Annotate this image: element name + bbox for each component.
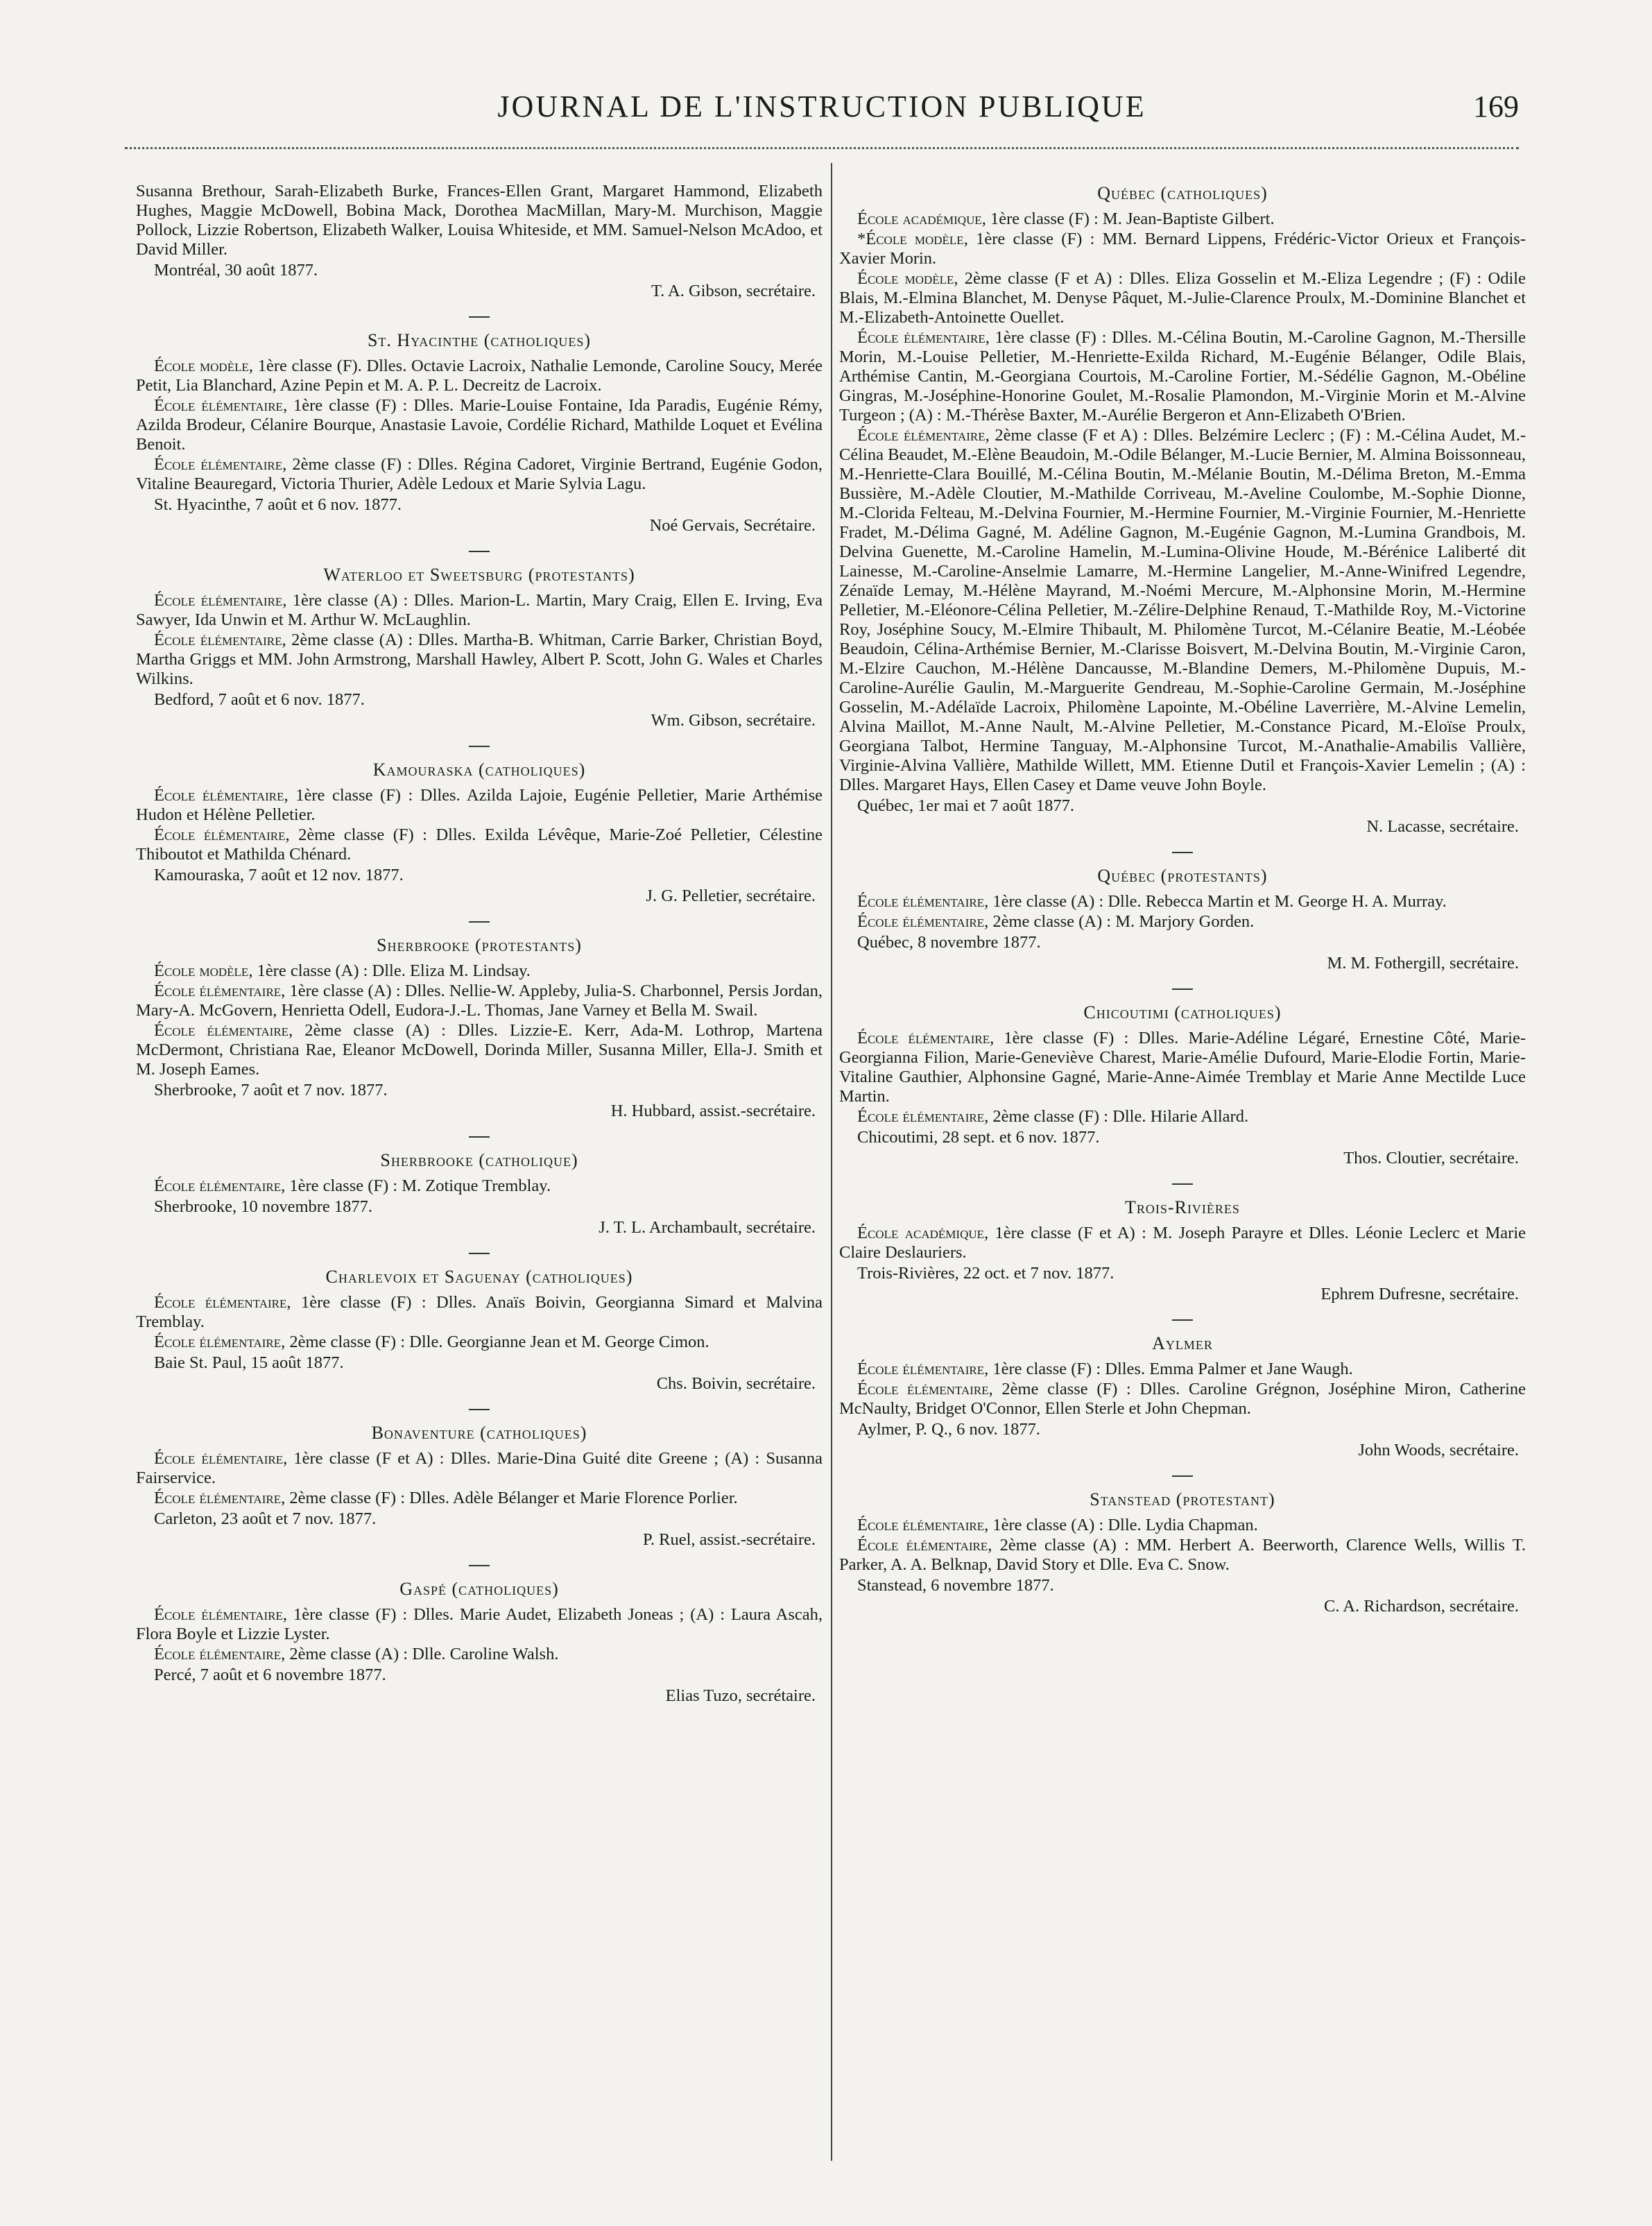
school-type-label: École élémentaire [154, 825, 286, 844]
school-type-label: École élémentaire [857, 1516, 985, 1534]
section-heading: Québec (protestants) [1097, 866, 1268, 886]
paragraph: École élémentaire, 2ème classe (F) : Dlle. Hilarie Allard. [857, 1107, 1249, 1126]
paragraph: École élémentaire, 2ème classe (A) : Dlles. Martha-B. Whitman, Carrie Barker, Christian Boyd, Martha Griggs et MM. John Armstrong, Marshall Hawley, Albert P. Scott, John G. Wales et Charles Wilkins. [136, 631, 823, 688]
place-date: Bedford, 7 août et 6 nov. 1877. [154, 690, 365, 709]
section-separator [469, 1409, 490, 1410]
school-type-label: École élémentaire [154, 1021, 289, 1040]
section-separator [469, 746, 490, 747]
header-rule [125, 147, 1519, 149]
paragraph: École élémentaire, 1ère classe (F) : Dlles. Azilda Lajoie, Eugénie Pelletier, Marie Arthémise Hudon et Hélène Pelletier. [136, 786, 823, 824]
paragraph: École élémentaire, 2ème classe (A) : M. Marjory Gorden. [857, 912, 1255, 931]
school-type-label: École élémentaire [154, 786, 284, 805]
section [839, 866, 1526, 973]
paragraph: École modèle, 1ère classe (F). Dlles. Octavie Lacroix, Nathalie Lemonde, Caroline Soucy, Merée Petit, Lia Blanchard, Azine Pepin et M. A. P. L. Decreitz de Lacroix. [136, 357, 823, 395]
place-date: Baie St. Paul, 15 août 1877. [154, 1353, 344, 1372]
section [839, 183, 1526, 837]
section-heading: Sherbrooke (protestants) [377, 935, 582, 955]
place-date: Québec, 8 novembre 1877. [857, 933, 1041, 952]
school-type-label: École modèle [154, 357, 249, 375]
section [136, 1267, 823, 1394]
place-date: St. Hyacinthe, 7 août et 6 nov. 1877. [154, 495, 402, 514]
signature-line: Ephrem Dufresne, secrétaire. [1320, 1285, 1519, 1303]
section [136, 565, 823, 730]
paragraph: École élémentaire, 1ère classe (F) : Dlles. Marie-Louise Fontaine, Ida Paradis, Eugénie Rémy, Azilda Brodeur, Célanire Bourque, Anastasie Lavoie, Cordélie Richard, Mathilde Loquet et Evélina Benoit. [136, 396, 823, 454]
school-type-label: *École modèle [857, 230, 964, 248]
signature-line: P. Ruel, assist.-secrétaire. [642, 1530, 816, 1549]
paragraph: École élémentaire, 1ère classe (F et A) : Dlles. Marie-Dina Guité dite Greene ; (A) : Susanna Fairservice. [136, 1449, 823, 1487]
school-type-label: École élémentaire [857, 912, 985, 931]
section [839, 1489, 1526, 1616]
signature-line: John Woods, secrétaire. [1358, 1441, 1519, 1459]
place-date: Aylmer, P. Q., 6 nov. 1877. [857, 1420, 1040, 1439]
school-type-label: École élémentaire [154, 1449, 284, 1468]
section [839, 1333, 1526, 1460]
section-separator [469, 551, 490, 552]
school-type-label: École élémentaire [857, 1360, 985, 1378]
school-type-label: École élémentaire [857, 1380, 989, 1398]
signature-line: H. Hubbard, assist.-secrétaire. [610, 1102, 816, 1120]
place-date: Sherbrooke, 7 août et 7 nov. 1877. [154, 1081, 388, 1099]
section-separator [469, 316, 490, 318]
place-date: Montréal, 30 août 1877. [154, 261, 318, 280]
paragraph: École élémentaire, 1ère classe (F) : Dlles. Marie Audet, Elizabeth Joneas ; (A) : Laura Ascah, Flora Boyle et Lizzie Lyster. [136, 1605, 823, 1643]
section-heading: Waterloo et Sweetsburg (protestants) [323, 565, 635, 585]
place-date: Stanstead, 6 novembre 1877. [857, 1576, 1054, 1595]
section-separator [1172, 852, 1193, 853]
paragraph: École élémentaire, 1ère classe (A) : Dlles. Marion-L. Martin, Mary Craig, Ellen E. Irving, Eva Sawyer, Ida Unwin et M. Arthur W. McLaughlin. [136, 591, 823, 629]
signature-line: Elias Tuzo, secrétaire. [665, 1686, 816, 1705]
signature-line: J. G. Pelletier, secrétaire. [646, 887, 816, 905]
page-number: 169 [1473, 89, 1519, 123]
paragraph: École élémentaire, 2ème classe (A) : Dlle. Caroline Walsh. [154, 1645, 559, 1663]
page-header [125, 89, 1519, 130]
school-type-label: École académique [857, 1224, 985, 1242]
section-heading: Kamouraska (catholiques) [372, 760, 586, 780]
place-date: Carleton, 23 août et 7 nov. 1877. [154, 1509, 377, 1528]
paragraph: École élémentaire, 1ère classe (F) : Dlles. Marie-Adéline Légaré, Ernestine Côté, Marie-Georgianna Filion, Marie-Geneviève Charest, Marie-Amélie Dufourd, Marie-Elodie Fortin, Marie-Vitaline Gauthier, Alphonsine Gagné, Marie-Anne-Aimée Tremblay et Marie Anne Mectilde Luce Martin. [839, 1029, 1526, 1106]
signature-line: C. A. Richardson, secrétaire. [1324, 1597, 1519, 1616]
school-type-label: École académique [857, 209, 982, 228]
paragraph: École académique, 1ère classe (F) : M. Jean-Baptiste Gilbert. [857, 209, 1275, 228]
section [136, 1150, 823, 1238]
school-type-label: École élémentaire [154, 1605, 283, 1624]
paragraph: École élémentaire, 2ème classe (F) : Dlles. Adèle Bélanger et Marie Florence Porlier. [154, 1489, 738, 1507]
paragraph: École élémentaire, 1ère classe (A) : Dlle. Rebecca Martin et M. George H. A. Murray. [857, 892, 1447, 911]
school-type-label: École élémentaire [857, 892, 985, 911]
place-date: Trois-Rivières, 22 oct. et 7 nov. 1877. [857, 1264, 1115, 1283]
section-separator [469, 1136, 490, 1138]
paragraph: École académique, 1ère classe (F et A) : M. Joseph Parayre et Dlles. Léonie Leclerc et Marie Claire Deslauriers. [839, 1224, 1526, 1262]
section-heading: Chicoutimi (catholiques) [1083, 1002, 1282, 1022]
section-separator [469, 1565, 490, 1566]
paragraph: École élémentaire, 2ème classe (A) : Dlles. Lizzie-E. Kerr, Ada-M. Lothrop, Martena McDermont, Christiana Rae, Eleanor McDowell, Dorinda Miller, Susanna Miller, Ella-J. Smith et M. Joseph Eames. [136, 1021, 823, 1079]
paragraph: École modèle, 2ème classe (F et A) : Dlles. Eliza Gosselin et M.-Eliza Legendre ; (F) : Odile Blais, M.-Elmina Blanchet, M. Denyse Pâquet, M.-Julie-Clarence Proulx, M.-Dominine Blanchet et M.-Elizabeth-Antoinette Ouellet. [839, 269, 1526, 327]
section [136, 760, 823, 906]
paragraph: École élémentaire, 2ème classe (F) : Dlles. Régina Cadoret, Virginie Bertrand, Eugénie Godon, Vitaline Beauregard, Victoria Thurier, Adèle Ledoux et Marie Sylvia Lagu. [136, 455, 823, 493]
paragraph: *École modèle, 1ère classe (F) : MM. Bernard Lippens, Frédéric-Victor Orieux et François-Xavier Morin. [839, 230, 1526, 268]
school-type-label: École élémentaire [857, 1107, 985, 1126]
school-type-label: École élémentaire [857, 426, 986, 445]
signature-line: M. M. Fothergill, secrétaire. [1327, 954, 1519, 973]
paragraph: Susanna Brethour, Sarah-Elizabeth Burke, Frances-Ellen Grant, Margaret Hammond, Elizabeth Hughes, Maggie McDowell, Bobina Mack, Dorothea MacMillan, Mary-M. Murchison, Maggie Pollock, Lizzie Robertson, Elizabeth Walker, Louisa Whiteside, et MM. Samuel-Nelson McAdoo, et David Miller. [136, 182, 823, 259]
section [136, 330, 823, 536]
section-heading: Aylmer [1152, 1333, 1213, 1353]
place-date: Chicoutimi, 28 sept. et 6 nov. 1877. [857, 1128, 1100, 1147]
section [839, 1002, 1526, 1168]
section-separator [1172, 988, 1193, 990]
section [136, 1579, 823, 1706]
section-heading: Bonaventure (catholiques) [371, 1423, 587, 1443]
paragraph: École élémentaire, 2ème classe (F) : Dlles. Exilda Lévêque, Marie-Zoé Pelletier, Célestine Thiboutot et Mathilda Chénard. [136, 825, 823, 864]
paragraph: École élémentaire, 1ère classe (F) : Dlles. Emma Palmer et Jane Waugh. [857, 1360, 1353, 1378]
paragraph: École élémentaire, 1ère classe (F) : Dlles. Anaïs Boivin, Georgianna Simard et Malvina Tremblay. [136, 1293, 823, 1331]
paragraph: École élémentaire, 2ème classe (F) : Dlle. Georgianne Jean et M. George Cimon. [154, 1333, 709, 1351]
section-separator [469, 921, 490, 923]
section [136, 1423, 823, 1550]
paragraph: École élémentaire, 1ère classe (A) : Dlles. Nellie-W. Appleby, Julia-S. Charbonnel, Persis Jordan, Mary-A. McGovern, Henrietta Odell, Eudora-J.-L. Thomas, Jane Varney et Bella M. Swail. [136, 982, 823, 1020]
signature-line: Thos. Cloutier, secrétaire. [1343, 1149, 1519, 1167]
school-type-label: École élémentaire [154, 982, 282, 1000]
signature-line: N. Lacasse, secrétaire. [1366, 817, 1519, 836]
section-heading: Québec (catholiques) [1097, 183, 1268, 203]
place-date: Kamouraska, 7 août et 12 nov. 1877. [154, 866, 404, 884]
signature-line: Wm. Gibson, secrétaire. [651, 711, 816, 730]
signature-line: Chs. Boivin, secrétaire. [656, 1374, 816, 1393]
school-type-label: École élémentaire [154, 1176, 282, 1195]
school-type-label: École élémentaire [154, 1293, 287, 1312]
signature-line: T. A. Gibson, secrétaire. [651, 282, 816, 300]
column-divider [831, 163, 832, 2161]
section-heading: Sherbrooke (catholique) [380, 1150, 578, 1170]
school-type-label: École élémentaire [857, 1029, 990, 1047]
paragraph: École élémentaire, 2ème classe (A) : MM. Herbert A. Beerworth, Clarence Wells, Willis T. Parker, A. A. Belknap, David Story et Dlle. Eva C. Snow. [839, 1536, 1526, 1574]
left-column [136, 182, 823, 1721]
section-separator [1172, 1319, 1193, 1321]
school-type-label: École élémentaire [154, 1333, 282, 1351]
school-type-label: École élémentaire [154, 396, 283, 415]
school-type-label: École modèle [154, 961, 249, 980]
school-type-label: École modèle [857, 269, 954, 288]
section-heading: St. Hyacinthe (catholiques) [367, 330, 592, 350]
signature-line: J. T. L. Archambault, secrétaire. [599, 1218, 816, 1237]
school-type-label: École élémentaire [154, 591, 283, 610]
school-type-label: École élémentaire [154, 1489, 282, 1507]
signature-line: Noé Gervais, Secrétaire. [649, 516, 816, 535]
journal-title: JOURNAL DE L'INSTRUCTION PUBLIQUE [497, 89, 1146, 123]
section-separator [469, 1253, 490, 1254]
section-heading: Charlevoix et Saguenay (catholiques) [325, 1267, 633, 1287]
section [839, 1197, 1526, 1304]
section [136, 182, 823, 301]
paragraph: École élémentaire, 1ère classe (F) : Dlles. M.-Célina Boutin, M.-Caroline Gagnon, M.-Thersille Morin, M.-Louise Pelletier, M.-Henriette-Exilda Richard, M.-Eugénie Bélanger, Odile Blais, Arthémise Cantin, M.-Georgiana Courtois, M.-Caroline Fortier, M.-Sédélie Gagnon, M.-Obéline Gingras, M.-Joséphine-Honorine Goulet, M.-Rosalie Plamondon, M.-Virginie Morin et M.-Alvine Turgeon ; (A) : M.-Thérèse Baxter, M.-Aurélie Bergeron et Ann-Elizabeth O'Brien. [839, 328, 1526, 425]
paragraph: École élémentaire, 1ère classe (A) : Dlle. Lydia Chapman. [857, 1516, 1258, 1534]
school-type-label: École élémentaire [857, 328, 986, 347]
school-type-label: École élémentaire [154, 1645, 282, 1663]
section-separator [1172, 1475, 1193, 1477]
school-type-label: École élémentaire [154, 631, 282, 649]
paragraph: École modèle, 1ère classe (A) : Dlle. Eliza M. Lindsay. [154, 961, 531, 980]
paragraph: École élémentaire, 2ème classe (F et A) : Dlles. Belzémire Leclerc ; (F) : M.-Célina Audet, M.-Célina Beaudet, M.-Elène Beaudoin, M.-Odile Bélanger, M.-Lucie Bernier, M. Almina Boissonneau, M.-Henriette-Clara Bouillé, M.-Célina Boutin, M.-Mélanie Boutin, M.-Délima Breton, M.-Emma Bussière, M.-Adèle Cloutier, M.-Mathilde Corriveau, M.-Aveline Coulombe, M.-Sophie Dionne, M.-Clorida Felteau, M.-Delvina Fournier, M.-Hermine Fournier, M.-Virginie Fournier, M.-Henriette Fradet, M.-Délima Gagné, M. Adéline Gagnon, M.-Eugénie Gagnon, M.-Lumina Grandbois, M. Delvina Guenette, M.-Caroline Hamelin, M.-Lumina-Olivine Houde, M.-Bérénice Laliberté dit Lainesse, M.-Caroline-Anselmie Lamarre, M.-Hermine Langelier, M.-Anne-Winifred Legendre, Zénaïde Lemay, M.-Hélène Mayrand, M.-Noémi Mercure, M.-Alphonsine Morin, M.-Hermine Pelletier, M.-Eléonore-Célina Pelletier, M.-Zélire-Delphine Renaud, T.-Mathilde Roy, M.-Victorine Roy, Joséphine Soucy, M.-Elmire Thibault, M. Philomène Turcot, M.-Célanire Beatie, M.-Léobée Beaudoin, Célina-Arthémise Bernier, M.-Clarisse Boisvert, M.-Delvina Boutin, M.-Virginie Caron, M.-Elzire Cauchon, M.-Hélène Dancausse, M.-Blandine Demers, M.-Philomène Dupuis, M.-Caroline-Aurélie Gaulin, M.-Marguerite Gendreau, M.-Sophie-Caroline Germain, M.-Joséphine Gosselin, M.-Adélaïde Lacroix, Philomène Lapointe, M.-Obéline Laverrière, M.-Alvine Lemelin, Alvina Maillot, M.-Anne Nault, M.-Alvine Pelletier, M.-Constance Picard, M.-Eloïse Proulx, Georgiana Talbot, Hermine Tanguay, M.-Alphonsine Turcot, M.-Anathalie-Amabilis Vallière, Virginie-Alvina Vallière, Mathilde Willett, MM. Etienne Dutil et François-Xavier Lemelin ; (A) : Dlles. Margaret Hays, Ellen Casey et Dame veuve John Boyle. [839, 426, 1526, 794]
school-type-label: École élémentaire [857, 1536, 988, 1555]
place-date: Québec, 1er mai et 7 août 1877. [857, 796, 1074, 815]
school-type-label: École élémentaire [154, 455, 283, 474]
place-date: Percé, 7 août et 6 novembre 1877. [154, 1666, 386, 1684]
paragraph: École élémentaire, 2ème classe (F) : Dlles. Caroline Grégnon, Joséphine Miron, Catherine McNaulty, Bridget O'Connor, Ellen Sterle et John Chepman. [839, 1380, 1526, 1418]
section-heading: Gaspé (catholiques) [399, 1579, 559, 1599]
right-column [839, 182, 1526, 1632]
section [136, 935, 823, 1121]
section-heading: Stanstead (protestant) [1090, 1489, 1275, 1509]
place-date: Sherbrooke, 10 novembre 1877. [154, 1197, 373, 1216]
paragraph: École élémentaire, 1ère classe (F) : M. Zotique Tremblay. [154, 1176, 551, 1195]
section-separator [1172, 1183, 1193, 1185]
section-heading: Trois-Rivières [1125, 1197, 1240, 1217]
